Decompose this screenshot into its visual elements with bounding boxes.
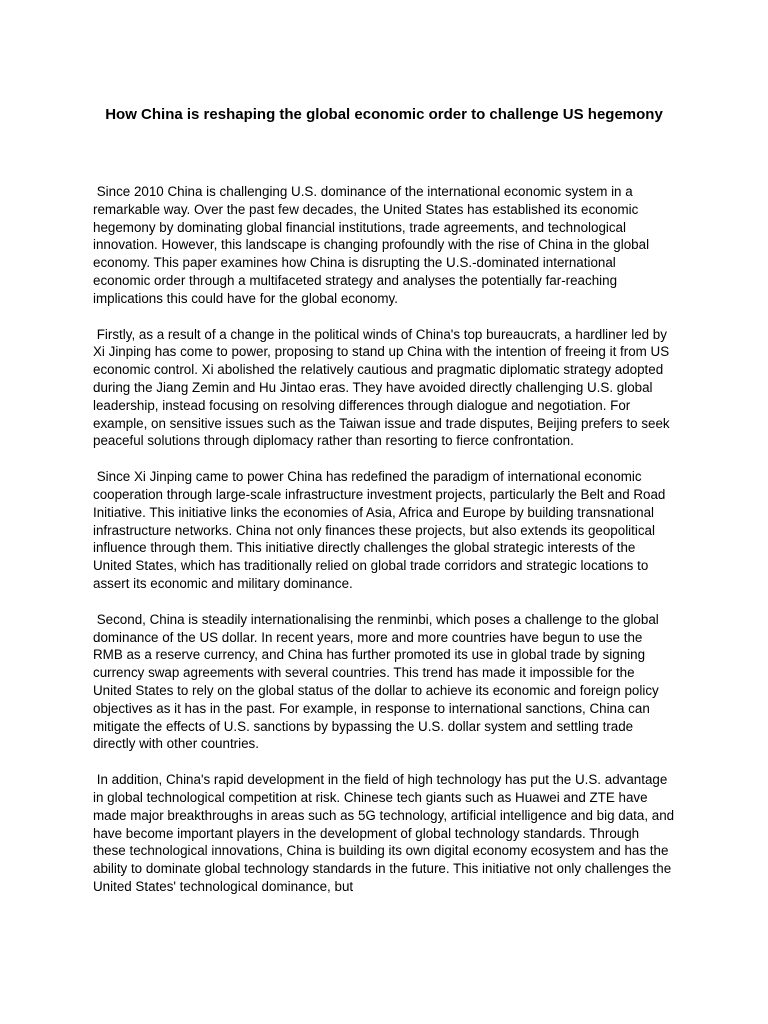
document-body <box>93 183 678 914</box>
paragraph-3: Since Xi Jinping came to power China has redefined the paradigm of international economic cooperation through large-scale infrastructure investment projects, particularly the Belt and Road Initiative. This initiative links the economies of Asia, Africa and Europe by building transnational infrastructure networks. China not only finances these projects, but also extends its geopolitical influence through them. This initiative directly challenges the global strategic interests of the United States, which has traditionally relied on global trade corridors and strategic locations to assert its economic and military dominance. <box>93 469 670 591</box>
paragraph-5: In addition, China's rapid development in the field of high technology has put the U.S. advantage in global technological competition at risk. Chinese tech giants such as Huawei and ZTE have made major breakthroughs in areas such as 5G technology, artificial intelligence and big data, and have become important players in the development of global technology standards. Through these technological innovations, China is building its own digital economy ecosystem and has the ability to dominate global technology standards in the future. This initiative not only challenges the United States' technological dominance, but <box>93 772 678 894</box>
paragraph-4: Second, China is steadily internationalising the renminbi, which poses a challenge to the global dominance of the US dollar. In recent years, more and more countries have begun to use the RMB as a reserve currency, and China has further promoted its use in global trade by signing currency swap agreements with several countries. This trend has made it impossible for the United States to rely on the global status of the dollar to achieve its economic and foreign policy objectives as it has in the past. For example, in response to international sanctions, China can mitigate the effects of U.S. sanctions by bypassing the U.S. dollar system and settling trade directly with other countries. <box>93 611 663 752</box>
document-title: How China is reshaping the global economic order to challenge US hegemony <box>105 106 663 123</box>
paragraph-2: Firstly, as a result of a change in the political winds of China's top bureaucrats, a hardliner led by Xi Jinping has come to power, proposing to stand up China with the intention of freeing it from US economic control. Xi abolished the relatively cautious and pragmatic diplomatic strategy adopted during the Jiang Zemin and Hu Jintao eras. They have avoided directly challenging U.S. global leadership, instead focusing on resolving differences through dialogue and negotiation. For example, on sensitive issues such as the Taiwan issue and trade disputes, Beijing prefers to seek peaceful solutions through diplomacy rather than resorting to fierce confrontation. <box>93 326 674 449</box>
paragraph-1: Since 2010 China is challenging U.S. dominance of the international economic system in a remarkable way. Over the past few decades, the United States has established its economic hegemony by dominating global financial institutions, trade agreements, and technological innovation. However, this landscape is changing profoundly with the rise of China in the global economy. This paper examines how China is disrupting the U.S.-dominated international economic order through a multifaceted strategy and analyses the potentially far-reaching implications this could have for the global economy. <box>93 184 653 306</box>
